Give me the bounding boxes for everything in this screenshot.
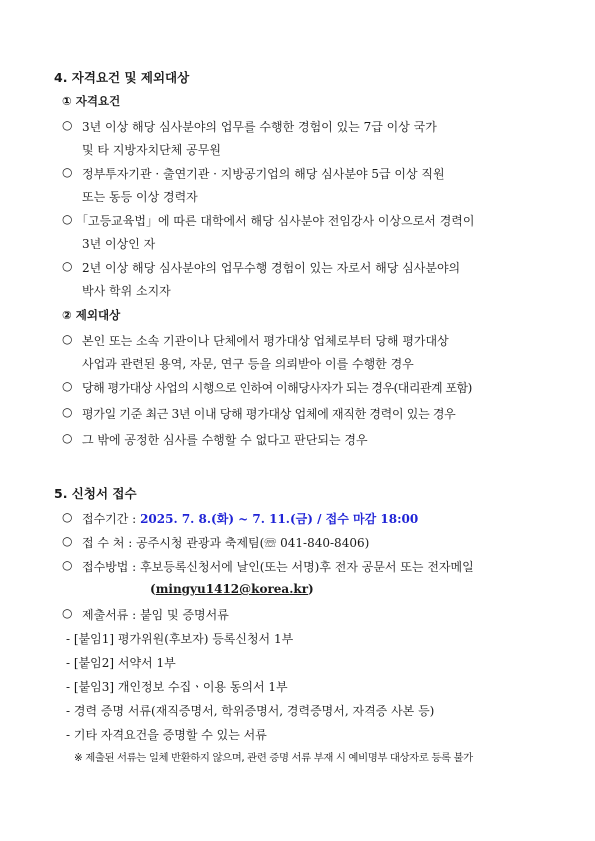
bullet: ○ bbox=[62, 405, 73, 419]
attachment-3: - [붙임3] 개인정보 수집ㆍ이용 동의서 1부 bbox=[66, 680, 288, 694]
email-open-paren: ( bbox=[150, 582, 156, 596]
email-close-paren: ) bbox=[308, 582, 314, 596]
attachment-2: - [붙임2] 서약서 1부 bbox=[66, 656, 176, 670]
office-value: 공주시청 관광과 축제팀(☏ 041-840-8406) bbox=[136, 536, 370, 550]
email-link[interactable]: mingyu1412@korea.kr bbox=[155, 582, 309, 596]
qualification-subheading: ① 자격요건 bbox=[62, 94, 121, 108]
attachment-5: - 기타 자격요건을 증명할 수 있는 서류 bbox=[66, 728, 267, 742]
period-label: 접수기간 : bbox=[82, 512, 137, 526]
section-4-title: 4. 자격요건 및 제외대상 bbox=[54, 70, 190, 85]
bullet: ○ bbox=[62, 606, 73, 620]
item-text: 그 밖에 공정한 심사를 수행할 수 없다고 판단되는 경우 bbox=[82, 433, 368, 447]
bullet: ○ bbox=[62, 165, 73, 179]
email-line bbox=[150, 582, 314, 596]
item-text: 3년 이상 해당 심사분야의 업무를 수행한 경험이 있는 7급 이상 국가 bbox=[82, 120, 437, 134]
item-text: 「고등교육법」에 따른 대학에서 해당 심사분야 전임강사 이상으로서 경력이 bbox=[76, 214, 475, 228]
bullet: ○ bbox=[62, 431, 73, 445]
item-text: 평가일 기준 최근 3년 이내 당해 평가대상 업체에 재직한 경력이 있는 경우 bbox=[82, 407, 456, 421]
bullet: ○ bbox=[62, 510, 73, 524]
method-label: 접수방법 : bbox=[82, 560, 137, 574]
item-continuation: 3년 이상인 자 bbox=[82, 237, 156, 251]
office-label: 접 수 처 : bbox=[82, 536, 133, 550]
bullet: ○ bbox=[62, 118, 73, 132]
item-text: 정부투자기관 · 출연기관 · 지방공기업의 해당 심사분야 5급 이상 직원 bbox=[82, 167, 445, 181]
period-line bbox=[82, 510, 418, 527]
item-continuation: 및 타 지방자치단체 공무원 bbox=[82, 143, 221, 157]
section-5-title: 5. 신청서 접수 bbox=[54, 486, 137, 501]
submission-note: ※ 제출된 서류는 일체 반환하지 않으며, 관련 증명 서류 부재 시 예비명부 대상자로 등록 불가 bbox=[74, 752, 473, 764]
bullet: ○ bbox=[62, 558, 73, 572]
item-continuation: 또는 동등 이상 경력자 bbox=[82, 190, 198, 204]
bullet: ○ bbox=[62, 212, 73, 226]
period-value: 2025. 7. 8.(화) ~ 7. 11.(금) / 접수 마감 18:00 bbox=[140, 512, 419, 526]
bullet: ○ bbox=[62, 379, 73, 393]
attachment-4: - 경력 증명 서류(재직증명서, 학위증명서, 경력증명서, 자격증 사본 등) bbox=[66, 704, 435, 718]
bullet: ○ bbox=[62, 332, 73, 346]
bullet: ○ bbox=[62, 534, 73, 548]
exclusion-subheading: ② 제외대상 bbox=[62, 308, 121, 322]
attachment-1: - [붙임1] 평가위원(후보자) 등록신청서 1부 bbox=[66, 632, 294, 646]
method-line bbox=[82, 558, 474, 575]
method-value: 후보등록신청서에 날인(또는 서명)후 전자 공문서 또는 전자메일 bbox=[140, 560, 474, 574]
docs-label: 제출서류 : bbox=[82, 608, 137, 622]
item-continuation: 박사 학위 소지자 bbox=[82, 284, 171, 298]
item-text: 본인 또는 소속 기관이나 단체에서 평가대상 업체로부터 당해 평가대상 bbox=[82, 334, 449, 348]
office-line bbox=[82, 534, 369, 551]
item-continuation: 사업과 관련된 용역, 자문, 연구 등을 의뢰받아 이를 수행한 경우 bbox=[82, 357, 414, 371]
bullet: ○ bbox=[62, 259, 73, 273]
docs-value: 붙임 및 증명서류 bbox=[140, 608, 229, 622]
item-text: 당해 평가대상 사업의 시행으로 인하여 이해당사자가 되는 경우(대리관계 포함) bbox=[82, 381, 472, 395]
docs-line bbox=[82, 606, 229, 623]
item-text: 2년 이상 해당 심사분야의 업무수행 경험이 있는 자로서 해당 심사분야의 bbox=[82, 261, 461, 275]
